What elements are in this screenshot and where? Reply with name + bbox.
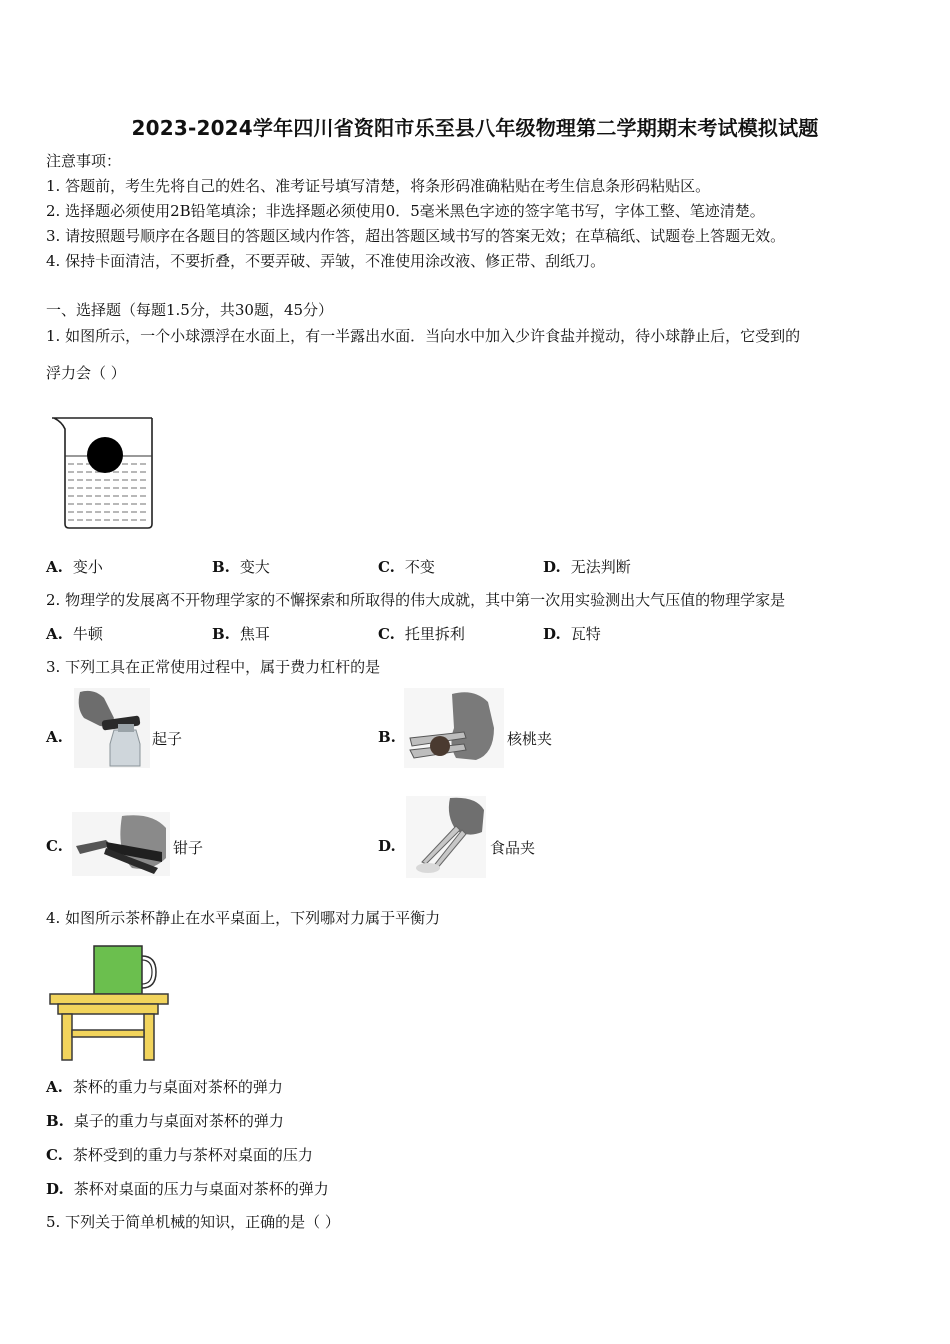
q3-option-d-text: 食品夹 (490, 839, 536, 857)
q4-option-d[interactable]: D. 茶杯对桌面的压力与桌面对茶杯的弹力 (46, 1180, 329, 1198)
beaker-figure (48, 412, 158, 534)
q1-option-a[interactable]: A. 变小 (46, 558, 103, 576)
q2-option-c[interactable]: C. 托里拆利 (378, 625, 465, 643)
section-heading: 一、选择题（每题1.5分，共30题，45分） (46, 301, 334, 319)
q1-stem: 1. 如图所示，一个小球漂浮在水面上，有一半露出水面．当向水中加入少许食盐并搅动，待小球静止后，它受到的 (46, 327, 801, 345)
q1-option-d[interactable]: D. 无法判断 (543, 558, 631, 576)
q3-option-b-letter[interactable]: B. (378, 728, 396, 746)
q3-option-a-letter[interactable]: A. (46, 728, 63, 746)
q1-option-c[interactable]: C. 不变 (378, 558, 435, 576)
q1-option-b[interactable]: B. 变大 (212, 558, 270, 576)
q2-stem: 2. 物理学的发展离不开物理学家的不懈探索和所取得的伟大成就，其中第一次用实验测出大气压值的物理学家是 (46, 591, 786, 609)
q2-option-a[interactable]: A. 牛顿 (46, 625, 103, 643)
notice-item: 3. 请按照题号顺序在各题目的答题区域内作答，超出答题区域书写的答案无效；在草稿纸、试题卷上答题无效。 (46, 227, 786, 245)
q3-option-b-text: 核桃夹 (507, 730, 553, 748)
nutcracker-photo (404, 688, 504, 768)
q3-option-c-letter[interactable]: C. (46, 837, 63, 855)
q3-stem: 3. 下列工具在正常使用过程中，属于费力杠杆的是 (46, 658, 381, 676)
pliers-photo (72, 812, 170, 876)
q3-option-d-letter[interactable]: D. (378, 837, 396, 855)
q3-option-a-text: 起子 (152, 730, 183, 748)
q5-stem: 5. 下列关于简单机械的知识，正确的是（ ） (46, 1213, 340, 1231)
q3-option-c-text: 钳子 (173, 839, 204, 857)
q4-option-c[interactable]: C. 茶杯受到的重力与茶杯对桌面的压力 (46, 1146, 313, 1164)
q4-option-a[interactable]: A. 茶杯的重力与桌面对茶杯的弹力 (46, 1078, 283, 1096)
q4-option-b[interactable]: B. 桌子的重力与桌面对茶杯的弹力 (46, 1112, 284, 1130)
food-tongs-photo (406, 796, 486, 878)
teacup-table-figure (48, 944, 172, 1064)
notice-item: 1. 答题前，考生先将自己的姓名、准考证号填写清楚，将条形码准确粘贴在考生信息条形码粘贴区。 (46, 177, 711, 195)
q2-option-b[interactable]: B. 焦耳 (212, 625, 270, 643)
page-title: 2023-2024学年四川省资阳市乐至县八年级物理第二学期期末考试模拟试题 (131, 116, 819, 140)
notice-item: 4. 保持卡面清洁，不要折叠，不要弄破、弄皱，不准使用涂改液、修正带、刮纸刀。 (46, 252, 606, 270)
q1-stem-cont: 浮力会（ ） (46, 364, 126, 382)
notice-heading: 注意事项： (46, 152, 122, 170)
q4-stem: 4. 如图所示茶杯静止在水平桌面上，下列哪对力属于平衡力 (46, 909, 441, 927)
bottle-opener-photo (74, 688, 150, 768)
notice-item: 2. 选择题必须使用2B铅笔填涂；非选择题必须使用0．5毫米黑色字迹的签字笔书写，字体工整、笔迹清楚。 (46, 202, 765, 220)
q2-option-d[interactable]: D. 瓦特 (543, 625, 601, 643)
